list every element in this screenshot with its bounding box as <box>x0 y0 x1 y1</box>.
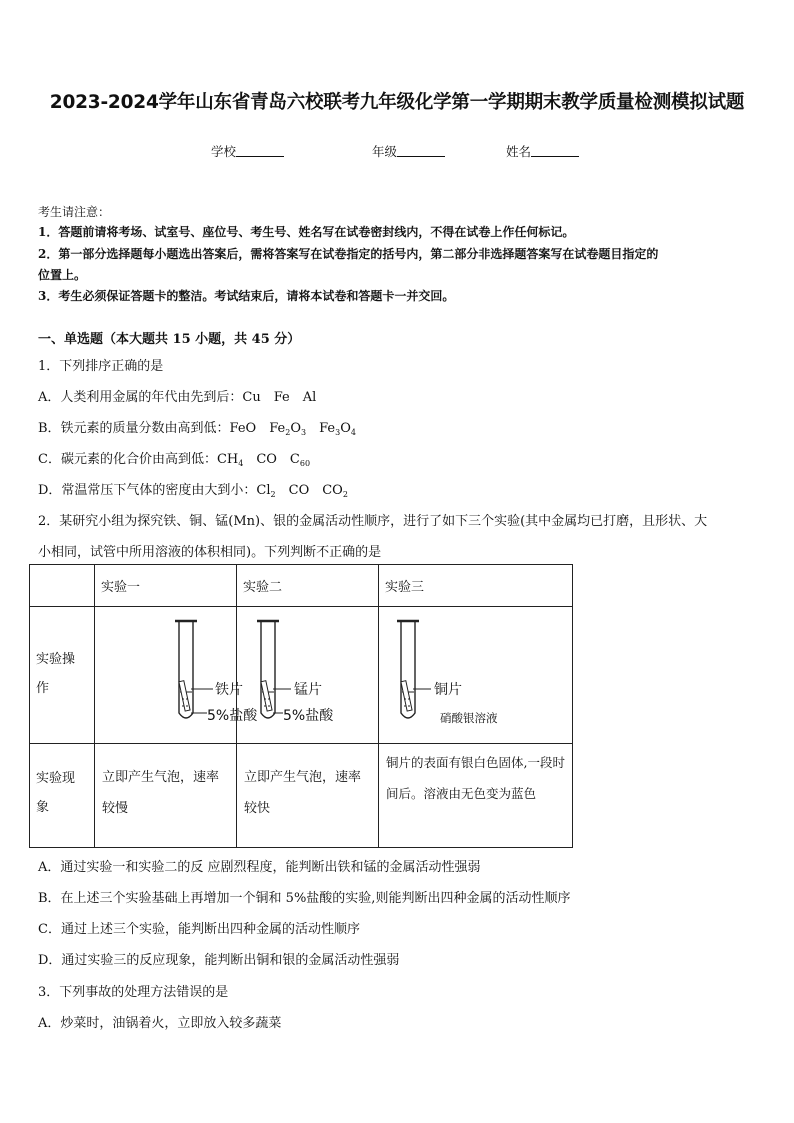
q1-option-d: D．常温常压下气体的密度由大到小：$Cl_2$ CO $CO_2$ <box>38 483 348 499</box>
notice-item-2-cont: 位置上。 <box>38 268 87 282</box>
tube-cell-1 <box>95 607 258 744</box>
grade-field <box>372 142 445 160</box>
solution-label: 硝酸银溶液 <box>440 711 498 725</box>
school-blank <box>236 144 284 157</box>
header-cell: 实验二 <box>237 565 379 607</box>
q1-stem: 1．下列排序正确的是 <box>38 359 164 374</box>
q2-option-d: D．通过实验三的反应现象，能判断出铜和银的金属活动性强弱 <box>38 953 400 968</box>
notice-item-3: 3．考生必须保证答题卡的整洁。考试结束后，请将本试卷和答题卡一并交回。 <box>38 289 455 303</box>
q2-stem-line1: 2．某研究小组为探究铁、铜、锰(Mn)、银的金属活动性顺序，进行了如下三个实验(其中金属均已打磨，且形状、大 <box>38 514 708 529</box>
metal-label: 锰片 <box>294 682 322 698</box>
header-empty-cell <box>30 565 95 607</box>
table-row-operation <box>30 607 573 744</box>
observation-cell: 立即产生气泡，速率较慢 <box>95 744 237 848</box>
grade-label: 年级 <box>372 144 398 159</box>
q2-option-a: A．通过实验一和实验二的反 应剧烈程度，能判断出铁和锰的金属活动性强弱 <box>38 860 481 875</box>
tube-cell-3 <box>379 607 573 744</box>
q3-option-a: A．炒菜时，油锅着火，立即放入较多蔬菜 <box>38 1016 282 1031</box>
q2-stem-line2: 小相同，试管中所用溶液的体积相同)。下列判断不正确的是 <box>38 545 382 560</box>
q1-option-a: A．人类利用金属的年代由先到后：Cu Fe Al <box>38 390 317 405</box>
name-blank <box>531 144 579 157</box>
observation-cell: 立即产生气泡，速率较快 <box>237 744 379 848</box>
solution-label: 5%盐酸 <box>283 708 334 724</box>
notice-item-1: 1．答题前请将考场、试室号、座位号、考生号、姓名写在试卷密封线内，不得在试卷上作任何标记。 <box>38 225 575 239</box>
row-label: 实验现 象 <box>30 744 95 848</box>
notice-heading: 考生请注意： <box>38 205 111 219</box>
school-field <box>211 142 284 160</box>
q2-option-b: B．在上述三个实验基础上再增加一个铜和 5%盐酸的实验,则能判断出四种金属的活动性顺序 <box>38 891 571 906</box>
name-label: 姓名 <box>506 144 532 159</box>
q1-option-c: C．碳元素的化合价由高到低：$CH_4$ CO $C_{60}$ <box>38 452 311 468</box>
header-cell: 实验三 <box>379 565 573 607</box>
section-heading: 一、单选题（本大题共 15 小题，共 45 分） <box>38 332 301 347</box>
metal-label: 铁片 <box>215 682 243 698</box>
table-header-row <box>30 565 573 607</box>
notice-item-2: 2．第一部分选择题每小题选出答案后，需将答案写在试卷指定的括号内，第二部分非选择题答案写在试卷题目指定的 <box>38 247 659 261</box>
observation-cell: 铜片的表面有银白色固体,一段时间后。溶液由无色变为蓝色 <box>379 744 573 848</box>
tube-cell-2 <box>237 607 379 744</box>
table-row-observation <box>30 744 573 848</box>
q1-option-b: B．铁元素的质量分数由高到低：FeO $Fe_2O_3$ $Fe_3O_4$ <box>38 421 356 437</box>
metal-label: 铜片 <box>434 682 462 698</box>
page-title: 2023-2024学年山东省青岛六校联考九年级化学第一学期期末教学质量检测模拟试题 <box>49 92 745 113</box>
q3-stem: 3．下列事故的处理方法错误的是 <box>38 985 229 1000</box>
name-field <box>506 142 579 160</box>
row-label: 实验操 作 <box>30 607 95 744</box>
solution-label: 5%盐酸 <box>207 708 258 724</box>
q2-option-c: C．通过上述三个实验，能判断出四种金属的活动性顺序 <box>38 922 360 937</box>
header-cell: 实验一 <box>95 565 237 607</box>
experiment-table <box>29 564 573 848</box>
school-label: 学校 <box>211 144 237 159</box>
grade-blank <box>397 144 445 157</box>
